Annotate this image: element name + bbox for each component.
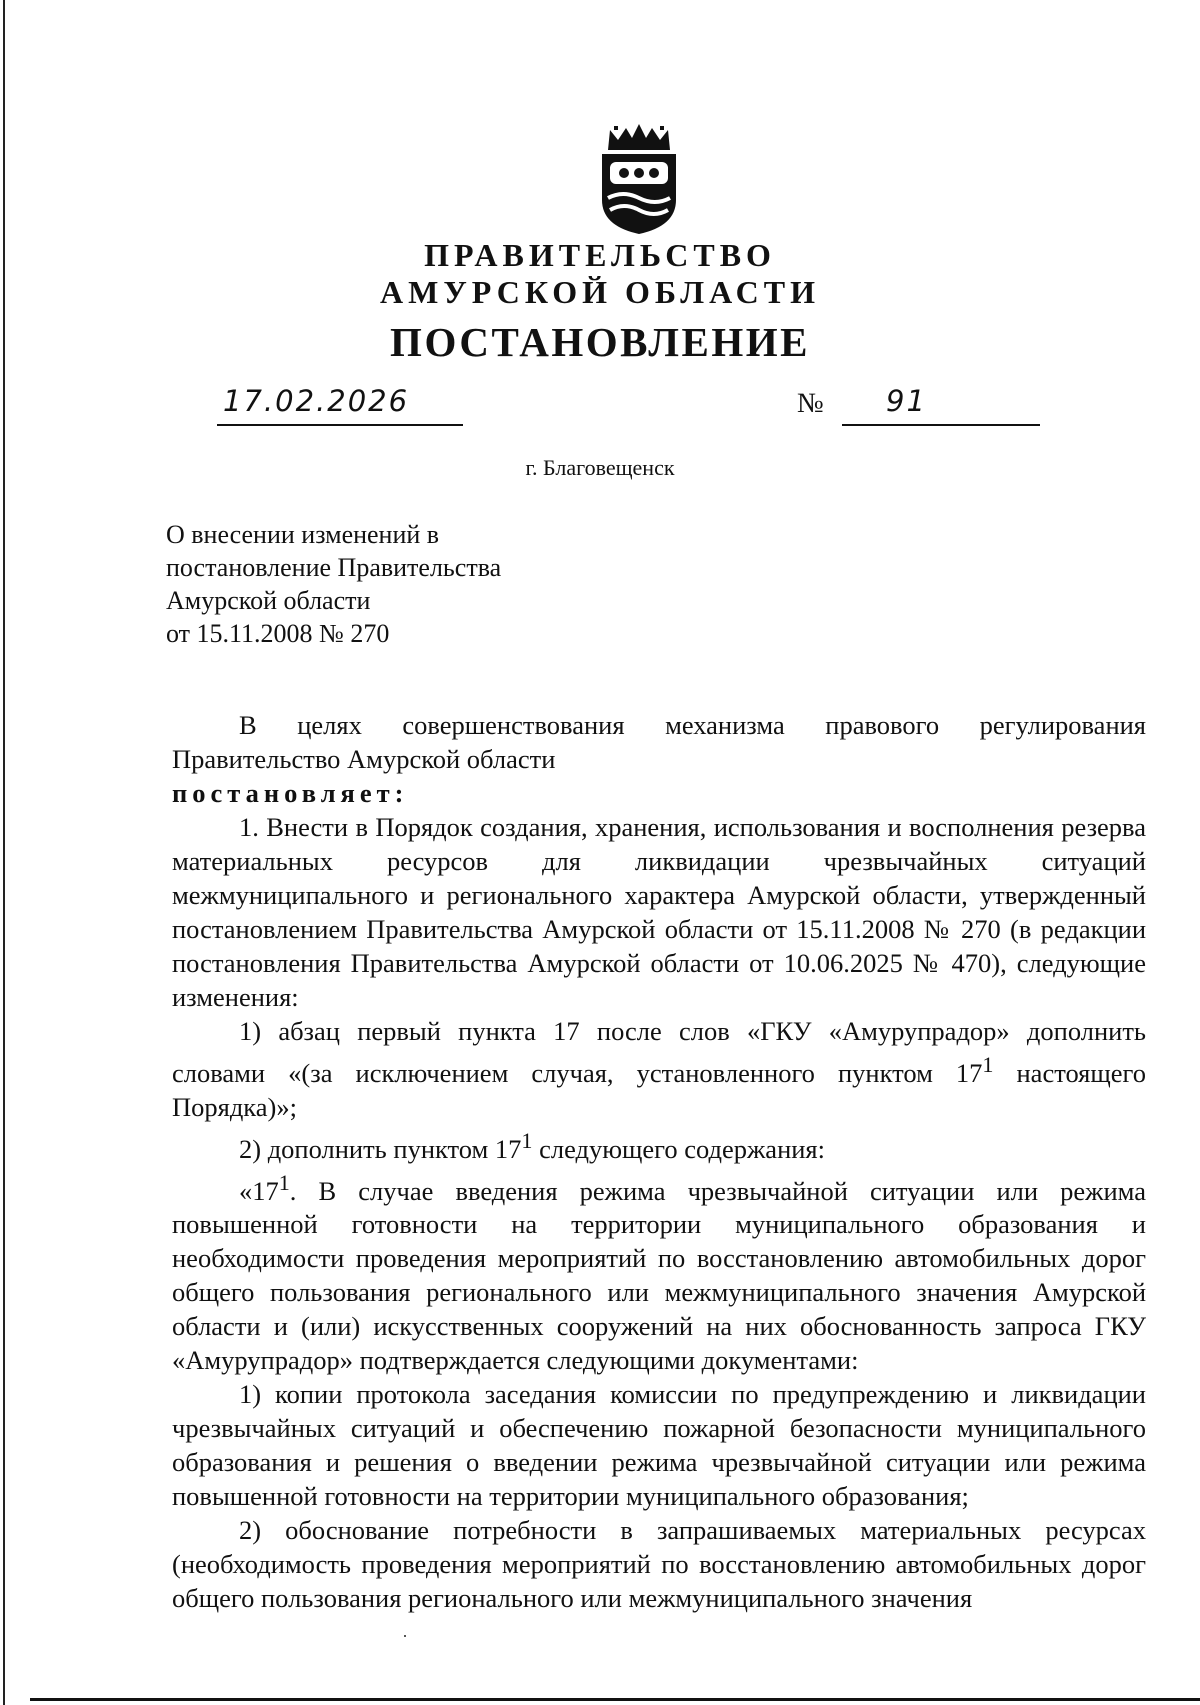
document-list-item-2: 2) обоснование потребности в запрашиваемых материальных ресурсах (необходимость проведения мероприятий по восстановлению автомобильных дорог общего пользования регионального или межмуниципального значения xyxy=(172,1515,1146,1614)
superscript: 1 xyxy=(278,1169,290,1195)
coat-of-arms-icon xyxy=(598,122,680,236)
subitem-2-text: 2) дополнить пунктом 17 xyxy=(239,1133,522,1164)
number-sign: № xyxy=(797,388,824,419)
superscript: 1 xyxy=(982,1052,994,1077)
subitem-1-text: 1) абзац первый пункта 17 после слов «ГКУ «Амурупрадор» дополнить словами «(за исключением случая, установленного пунктом 17 xyxy=(172,1016,1146,1088)
subject-line: постановление Правительства xyxy=(166,553,502,582)
number-field xyxy=(842,384,1040,426)
subject-line: Амурской области xyxy=(166,586,371,615)
intro-line-1: В целях совершенствования механизма правового регулирования xyxy=(239,710,1146,740)
subject-line: от 15.11.2008 № 270 xyxy=(166,619,390,648)
clause-text: . В случае введения режима чрезвычайной ситуации или режима повышенной готовности на территории муниципального образования и необходимости проведения мероприятий по восстановлению автомобильных дорог общего пользования регионального или межмуниципального значения Амурской области и (или) искусственных сооружений на них обоснованность запроса ГКУ «Амурупрадор» подтверждается следующими документами: xyxy=(172,1175,1146,1376)
subitem-1-tail: настоящего Порядка)»; xyxy=(172,1057,1147,1122)
intro-line-2: Правительство Амурской области xyxy=(172,744,556,774)
scan-speck xyxy=(404,1635,406,1637)
clause-number: «17 xyxy=(239,1175,279,1206)
item-1: 1. Внести в Порядок создания, хранения, использования и восполнения резерва материальных ресурсов для ликвидации чрезвычайных ситуаций межмуниципального и регионального характера Амурской области, утвержденный постановлением Правительства Амурской области от 15.11.2008 № 270 (в редакции постановления Правительства Амурской области от 10.06.2025 № 470), следующие изменения: xyxy=(172,812,1146,1012)
organization-line-2: АМУРСКОЙ ОБЛАСТИ xyxy=(380,274,820,310)
subitem-2-tail: следующего содержания: xyxy=(532,1133,825,1164)
document-list-item-1: 1) копии протокола заседания комиссии по предупреждению и ликвидации чрезвычайных ситуаций и обеспечению пожарной безопасности муниципального образования и решения о введении режима чрезвычайной ситуации или режима повышенной готовности на территории муниципального образования; xyxy=(172,1379,1146,1512)
subject-block xyxy=(166,518,501,650)
document-type: ПОСТАНОВЛЕНИЕ xyxy=(390,319,810,365)
date-value: 17.02.2026 xyxy=(223,384,410,418)
subject-line: О внесении изменений в xyxy=(166,520,440,549)
date-field xyxy=(217,384,463,426)
scan-bottom-edge xyxy=(30,1698,1200,1701)
subitem-1 xyxy=(172,1014,1146,1124)
document-body xyxy=(172,708,1146,1615)
number-value: 91 xyxy=(886,384,927,418)
subitem-2 xyxy=(172,1124,1146,1166)
organization-line-1: ПРАВИТЕЛЬСТВО xyxy=(424,237,776,273)
resolves-word: постановляет: xyxy=(172,778,409,808)
city: г. Благовещенск xyxy=(525,455,675,480)
superscript: 1 xyxy=(521,1127,533,1153)
new-clause xyxy=(172,1166,1146,1378)
